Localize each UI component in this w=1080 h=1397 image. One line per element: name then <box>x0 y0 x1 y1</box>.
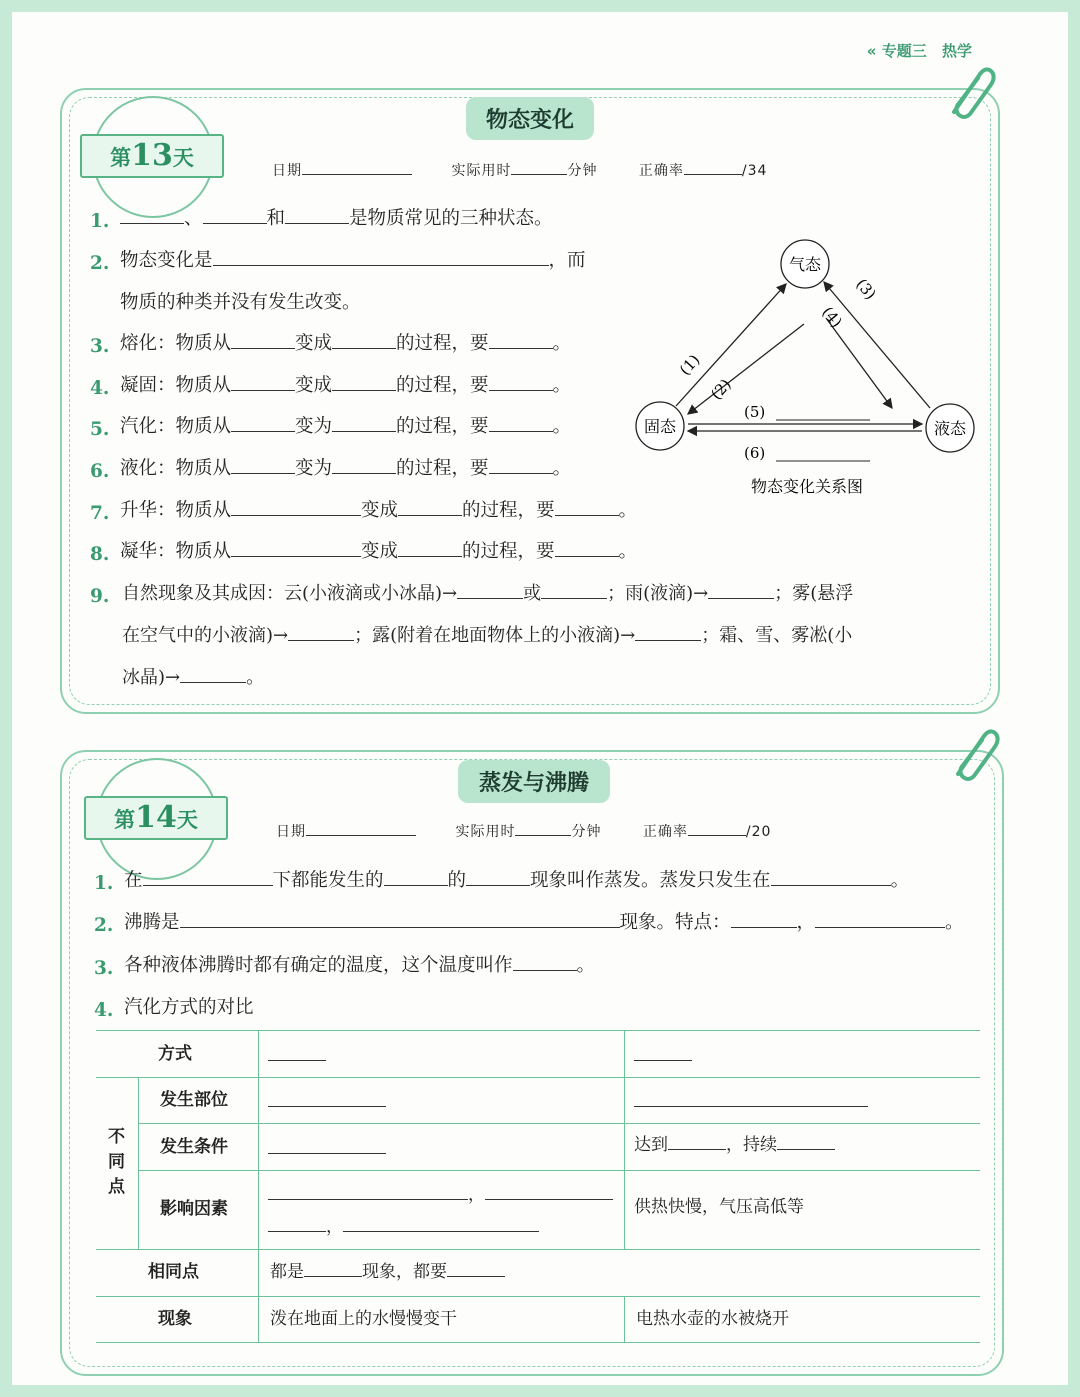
date-blank[interactable] <box>302 174 412 175</box>
q-number: 3. <box>94 958 114 979</box>
date-blank[interactable] <box>306 835 416 836</box>
answer-blank[interactable] <box>288 640 354 641</box>
arrow-3 <box>824 282 930 408</box>
label-4: (4) <box>818 303 846 332</box>
answer-blank[interactable] <box>231 515 361 516</box>
answer-blank[interactable] <box>268 1199 468 1200</box>
factor-boil-cell: 供热快慢，气压高低等 <box>634 1197 804 1217</box>
day13-q1: 、 和 是物质常见的三种状态。 <box>120 207 553 231</box>
arrow-4 <box>826 318 892 408</box>
answer-blank[interactable] <box>268 1060 326 1061</box>
row-location-label: 发生部位 <box>160 1090 228 1110</box>
row-factor-label: 影响因素 <box>160 1199 228 1219</box>
day14-meta: 日期 实际用时 分钟 正确率 /20 <box>276 824 772 840</box>
answer-blank[interactable] <box>231 431 295 432</box>
day13-badge: 第13天 <box>92 96 214 218</box>
day13-title: 物态变化 <box>466 97 594 140</box>
same-cell: 都是 现象，都要 <box>270 1261 505 1283</box>
answer-blank[interactable] <box>489 390 553 391</box>
answer-blank[interactable] <box>771 885 891 886</box>
q-number: 7. <box>90 503 110 524</box>
factor-evap-cell-2: ， <box>268 1216 539 1238</box>
label-2: (2) <box>707 375 735 404</box>
q-number: 1. <box>90 211 110 232</box>
diff-label: 不 <box>108 1127 125 1147</box>
q-number: 3. <box>90 336 110 357</box>
row-phenomenon-label: 现象 <box>158 1309 192 1329</box>
answer-blank[interactable] <box>384 885 448 886</box>
location-boil-cell <box>634 1091 868 1113</box>
diff-label: 点 <box>108 1177 125 1197</box>
paperclip-icon <box>940 60 996 120</box>
answer-blank[interactable] <box>231 556 361 557</box>
answer-blank[interactable] <box>777 1149 835 1150</box>
day13-q4: 凝固：物质从 变成 的过程，要 。 <box>120 375 572 396</box>
answer-blank[interactable] <box>485 1199 613 1200</box>
day13-q3: 熔化：物质从 变成 的过程，要 。 <box>120 333 572 354</box>
diff-label: 同 <box>108 1152 125 1172</box>
day13-q2: 物态变化是 ，而 <box>120 250 586 271</box>
q-number: 1. <box>94 873 114 894</box>
answer-blank[interactable] <box>634 1106 868 1107</box>
answer-blank[interactable] <box>180 927 620 928</box>
day13-q9: 自然现象及其成因：云(小液滴或小冰晶)→ 或 ；雨(液滴)→ ；雾(悬浮 <box>122 583 854 604</box>
answer-blank[interactable] <box>231 348 295 349</box>
answer-blank[interactable] <box>231 473 295 474</box>
label-3: (3) <box>852 275 880 304</box>
answer-blank[interactable] <box>285 223 349 224</box>
day14-title: 蒸发与沸腾 <box>458 760 610 803</box>
answer-blank[interactable] <box>513 970 577 971</box>
row-condition-label: 发生条件 <box>160 1137 228 1157</box>
answer-blank[interactable] <box>332 473 396 474</box>
answer-blank[interactable] <box>398 515 462 516</box>
q-number: 8. <box>90 544 110 565</box>
liquid-label: 液态 <box>933 419 967 438</box>
day13-q2-cont: 物质的种类并没有发生改变。 <box>120 292 361 313</box>
gas-label: 气态 <box>788 255 822 274</box>
method-boil-cell <box>634 1045 692 1067</box>
condition-boil-cell: 达到 ，持续 <box>634 1134 835 1156</box>
phase-change-diagram <box>620 230 990 510</box>
answer-blank[interactable] <box>489 473 553 474</box>
answer-blank[interactable] <box>398 556 462 557</box>
vaporization-comparison-table <box>96 1030 980 1344</box>
answer-blank[interactable] <box>203 223 267 224</box>
time-blank[interactable] <box>511 174 567 175</box>
answer-blank[interactable] <box>180 682 246 683</box>
answer-blank[interactable] <box>332 390 396 391</box>
answer-blank[interactable] <box>634 1060 692 1061</box>
answer-blank[interactable] <box>635 640 701 641</box>
answer-blank[interactable] <box>489 348 553 349</box>
answer-blank[interactable] <box>815 927 945 928</box>
day13-q6: 液化：物质从 变为 的过程，要 。 <box>120 458 572 479</box>
paperclip-icon <box>944 722 1000 782</box>
day13-q7: 升华：物质从 变成 的过程，要 。 <box>120 500 638 521</box>
answer-blank[interactable] <box>268 1153 386 1154</box>
row-method-label: 方式 <box>158 1044 192 1064</box>
q-number: 9. <box>90 586 110 607</box>
day14-q2: 沸腾是 现象。特点： ， 。 <box>124 912 964 933</box>
arrow-2 <box>688 324 804 414</box>
chapter-label: 专题三 <box>881 42 927 60</box>
answer-blank[interactable] <box>668 1149 726 1150</box>
diagram-caption: 物态变化关系图 <box>750 477 864 496</box>
day14-badge: 第14天 <box>96 758 218 880</box>
answer-blank[interactable] <box>213 265 549 266</box>
answer-blank[interactable] <box>466 885 530 886</box>
q-number: 4. <box>94 1000 114 1021</box>
answer-blank[interactable] <box>304 1276 362 1277</box>
day14-q3: 各种液体沸腾时都有确定的温度，这个温度叫作 。 <box>124 955 596 976</box>
phenomenon-boil-cell: 电热水壶的水被烧开 <box>636 1309 789 1329</box>
label-1: (1) <box>675 350 704 379</box>
location-evap-cell <box>268 1091 386 1113</box>
time-blank[interactable] <box>515 835 571 836</box>
answer-blank[interactable] <box>489 431 553 432</box>
phenomenon-evap-cell: 泼在地面上的水慢慢变干 <box>270 1309 457 1329</box>
answer-blank[interactable] <box>555 515 619 516</box>
answer-blank[interactable] <box>231 390 295 391</box>
answer-blank[interactable] <box>541 598 607 599</box>
subject-label: 热学 <box>941 42 972 60</box>
answer-blank[interactable] <box>457 598 523 599</box>
answer-blank[interactable] <box>120 223 184 224</box>
day14-q1: 在 下都能发生的 的 现象叫作蒸发。蒸发只发生在 。 <box>124 870 910 891</box>
day14-q4: 汽化方式的对比 <box>124 997 254 1018</box>
q-number: 6. <box>90 461 110 482</box>
label-5: (5) <box>744 403 766 421</box>
day13-q9-line3: 冰晶)→ 。 <box>122 667 265 688</box>
answer-blank[interactable] <box>268 1106 386 1107</box>
answer-blank[interactable] <box>708 598 774 599</box>
answer-blank[interactable] <box>447 1276 505 1277</box>
answer-blank[interactable] <box>555 556 619 557</box>
day13-q9-line2: 在空气中的小液滴)→ ；露(附着在地面物体上的小液滴)→ ；霜、雪、雾凇(小 <box>122 625 853 646</box>
page-header <box>867 40 972 61</box>
condition-evap-cell <box>268 1138 386 1160</box>
day13-meta: 日期 实际用时 分钟 正确率 /34 <box>272 163 768 179</box>
accuracy-blank[interactable] <box>684 174 742 175</box>
q-number: 4. <box>90 378 110 399</box>
answer-blank[interactable] <box>332 348 396 349</box>
day13-q8: 凝华：物质从 变成 的过程，要 。 <box>120 541 638 562</box>
answer-blank[interactable] <box>268 1231 326 1232</box>
back-arrows-icon: « <box>866 42 877 60</box>
row-same-label: 相同点 <box>148 1262 199 1282</box>
factor-evap-cell: ， <box>268 1184 613 1206</box>
q-number: 5. <box>90 419 110 440</box>
q-number: 2. <box>90 253 110 274</box>
q-number: 2. <box>94 915 114 936</box>
solid-label: 固态 <box>643 417 677 436</box>
method-evap-cell <box>268 1045 326 1067</box>
accuracy-blank[interactable] <box>688 835 746 836</box>
label-6: (6) <box>744 444 766 462</box>
day13-q5: 汽化：物质从 变为 的过程，要 。 <box>120 416 572 437</box>
answer-blank[interactable] <box>731 927 797 928</box>
answer-blank[interactable] <box>343 1231 539 1232</box>
answer-blank[interactable] <box>143 885 273 886</box>
answer-blank[interactable] <box>332 431 396 432</box>
